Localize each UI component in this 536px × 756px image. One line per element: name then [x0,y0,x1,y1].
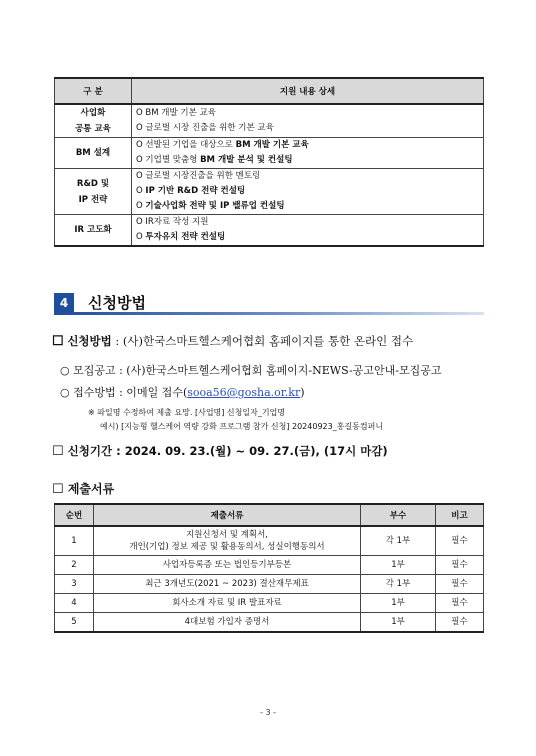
docs-doc [94,594,361,613]
docs-copies: 1부 [361,594,436,613]
email-link[interactable]: sooa56@gosha.or.kr [187,386,301,399]
support-detail [132,215,484,247]
docs-doc-line: 회사소개 자료 및 IR 발표자료 [172,598,282,608]
circle-bullet-icon: ○ [60,386,70,399]
docs-row [55,594,484,613]
filename-example: 예시) [지능형 헬스케어 역량 강화 프로그램 참가 신청] 20240923_홍길동컴퍼니 [100,422,384,431]
docs-header-doc: 제출서류 [94,504,361,526]
checkbox-icon: ☐ [52,444,64,459]
page-number: - 3 - [260,708,276,717]
support-detail [132,104,484,138]
docs-title: 제출서류 [67,482,115,496]
support-detail [132,169,484,215]
apply-line [52,333,413,349]
support-detail-text: O [136,201,146,211]
docs-doc-line: 최근 3개년도(2021 ~ 2023) 결산재무제표 [145,579,309,589]
method-suffix: ) [300,386,305,399]
docs-doc-line: 사업자등록증 또는 법인등기부등본 [162,560,292,570]
docs-no: 5 [55,613,94,633]
method-prefix: 접수방법 : 이메일 접수( [73,386,188,399]
docs-row [55,556,484,575]
docs-copies: 각 1부 [361,575,436,594]
docs-doc [94,526,361,556]
support-detail-line [136,199,479,214]
support-detail-line [136,184,479,199]
docs-no: 4 [55,594,94,613]
docs-note: 필수 [436,594,484,613]
support-detail-line [136,121,479,136]
support-row [55,104,484,138]
filename-note: ※ 파일명 수정하여 제출 요망. [사업명] 신청일자_기업명 [88,408,286,417]
docs-note: 필수 [436,526,484,556]
method-line [60,384,305,400]
docs-note: 필수 [436,613,484,633]
docs-doc-line: 개인(기업) 정보 제공 및 활용동의서, 성실이행동의서 [129,542,325,552]
support-detail-line [136,215,479,230]
support-category [55,215,132,247]
checkbox-icon: ☐ [52,334,64,349]
support-category [55,104,132,138]
support-detail [132,138,484,169]
support-category-line: IP 전략 [78,194,108,205]
apply-text: : (사)한국스마트헬스케어협회 홈페이지를 통한 온라인 접수 [111,334,414,348]
support-table-body [55,104,484,246]
circle-bullet-icon: ○ [60,364,70,377]
support-category-line: IR 고도화 [74,225,112,235]
docs-no: 1 [55,526,94,556]
docs-row [55,526,484,556]
support-detail-text: O [136,186,146,196]
notice-text: 모집공고 : (사)한국스마트헬스케어협회 홈페이지-NEWS-공고안내-모집공고 [73,364,442,377]
support-detail-text: O 글로벌 시장진출을 위한 멘토링 [136,171,261,181]
docs-header-no: 순번 [55,504,94,526]
docs-table [54,503,484,633]
support-category-line: 공통 교육 [75,124,111,134]
docs-header-copies: 부수 [361,504,436,526]
docs-note: 필수 [436,556,484,575]
support-row [55,138,484,169]
docs-doc [94,613,361,633]
support-detail-text: O 기업별 맞춤형 [136,155,201,165]
support-detail-text: 기술사업화 전략 및 IP 밸류업 컨설팅 [145,201,285,211]
docs-header-note: 비고 [436,504,484,526]
notice-line [60,362,441,378]
docs-row [55,613,484,633]
docs-no: 3 [55,575,94,594]
docs-copies: 각 1부 [361,526,436,556]
support-detail-line [136,169,479,184]
support-category [55,138,132,169]
docs-doc-line: 지원신청서 및 계획서, [185,530,268,540]
support-row [55,169,484,215]
support-detail-text: IP 기반 R&D 전략 컨설팅 [145,186,246,196]
support-category-line: 사업화 [80,108,106,118]
support-header-detail: 지원 내용 상세 [132,78,484,104]
docs-copies: 1부 [361,613,436,633]
support-category [55,169,132,215]
apply-label: 신청방법 [67,334,112,348]
support-detail-text: O IR자료 작성 지원 [136,217,209,227]
section-title: 신청방법 [88,294,146,312]
section-number-badge: 4 [54,293,74,312]
support-detail-text: O 글로벌 시장 진출을 위한 기본 교육 [136,123,274,133]
support-detail-line [136,153,479,168]
period-text: 신청기간 : 2024. 09. 23.(월) ~ 09. 27.(금), (17시 마감) [67,444,388,458]
support-detail-text: O [136,232,146,242]
support-category-line: BM 설계 [75,148,111,158]
docs-note: 필수 [436,575,484,594]
support-detail-line [136,106,479,121]
support-header-category: 구 분 [55,78,132,104]
support-detail-text: 투자유치 전략 컨설팅 [145,232,226,242]
support-detail-text: BM 개발 분석 및 컨설팅 [200,155,293,165]
docs-heading [52,480,114,497]
docs-doc [94,556,361,575]
section-underline [54,312,484,315]
docs-copies: 1부 [361,556,436,575]
support-row [55,215,484,247]
docs-doc [94,575,361,594]
support-detail-text: BM 개발 기본 교육 [235,140,309,150]
docs-row [55,575,484,594]
checkbox-icon: ☐ [52,482,64,497]
docs-table-body [55,526,484,632]
period-line [52,443,388,459]
support-detail-line [136,230,479,245]
support-detail-line [136,138,479,153]
support-detail-text: O BM 개발 기본 교육 [136,108,216,118]
support-table [54,77,484,247]
docs-doc-line: 4대보험 가입자 증명서 [184,617,270,627]
support-detail-text: O 선발된 기업을 대상으로 [136,140,236,150]
support-category-line: R&D 및 [76,178,110,189]
docs-no: 2 [55,556,94,575]
